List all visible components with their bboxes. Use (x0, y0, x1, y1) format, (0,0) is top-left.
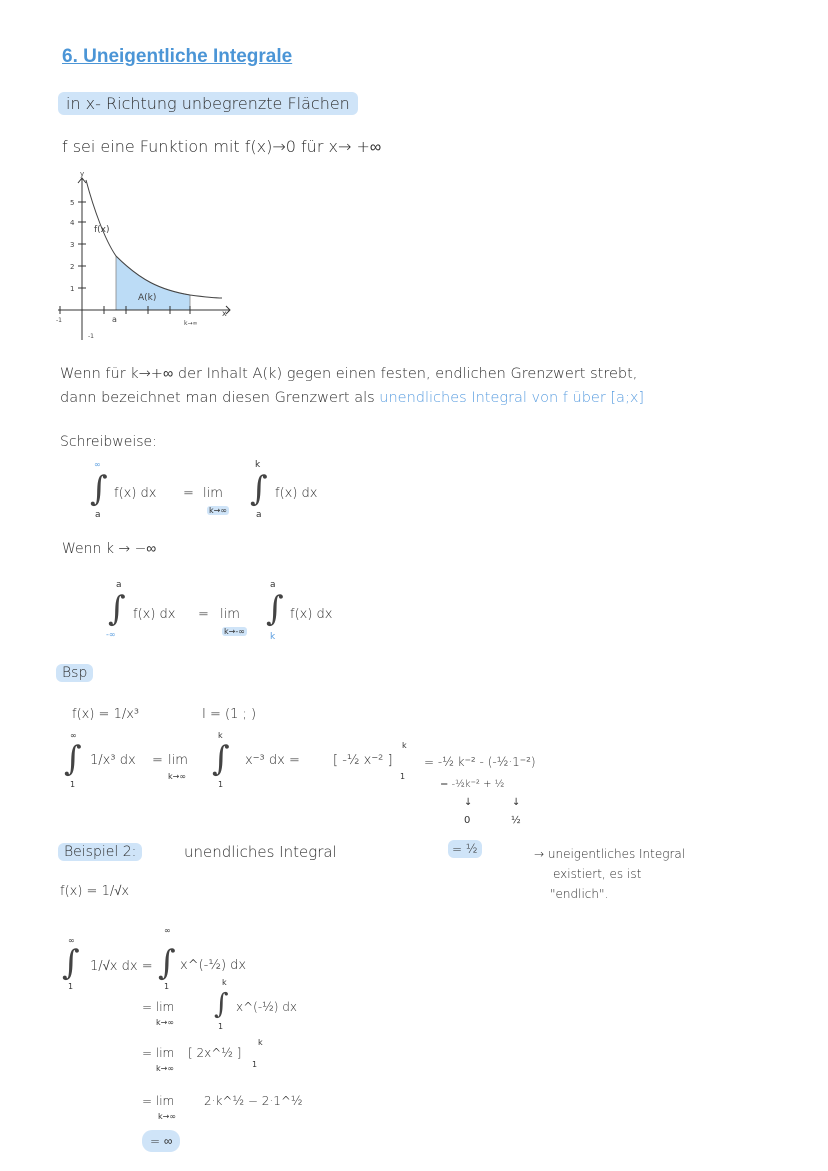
ex2-note-3: "endlich". (550, 887, 609, 901)
ex2-integrand: 1/√x dx = (90, 959, 153, 974)
neg1-x: -1 (56, 317, 62, 324)
ex2-int-lower: 1 (68, 982, 74, 991)
ex2-rhs-lower: 1 (164, 982, 170, 991)
notation-lower-k: k (270, 632, 276, 642)
ex1-result: = ½ (448, 840, 482, 858)
notation-lim-2: lim (220, 607, 240, 622)
ex2-rhs-upper: ∞ (164, 926, 171, 935)
notation-equals: = (183, 486, 194, 501)
ex1-lim: lim (168, 753, 188, 768)
x-axis-label: x (222, 309, 227, 318)
notation-lower-a: a (95, 510, 101, 520)
ex2-line4-lim: = lim (142, 1094, 175, 1108)
subtitle: in x- Richtung unbegrenzte Flächen (58, 92, 358, 115)
ex2-line3-lim: = lim (142, 1046, 175, 1060)
ex1-lim-sub: k→∞ (168, 772, 186, 781)
notation-integrand-right-2: f(x) dx (290, 607, 333, 622)
curve (86, 180, 222, 298)
integral-sign: ∫ (62, 943, 80, 983)
example1-func: f(x) = 1/x³ (72, 707, 140, 722)
ex1-power-expr: x⁻³ dx = (245, 753, 300, 768)
ex1-upper-k: k (218, 731, 223, 740)
a-label: a (112, 315, 117, 324)
ex2-rhs1: x^(-½) dx (180, 958, 247, 973)
ex2-line3-sub: k→∞ (156, 1064, 174, 1073)
integral-sign: ∫ (212, 739, 230, 779)
notation-equals-2: = (198, 607, 209, 622)
notation-lower-a2: a (256, 510, 262, 520)
y-tick-4: 4 (70, 219, 75, 227)
ex2-line3-expr: [ 2x^½ ] (188, 1046, 242, 1060)
notation-integrand-2: f(x) dx (133, 607, 176, 622)
ex2-final: = ∞ (142, 1130, 180, 1152)
curve-label: f(x) (94, 225, 110, 235)
ex1-arrow-down-1: ↓ (464, 797, 473, 808)
notation-upper-a3: a (270, 580, 276, 590)
ex1-step1: = -½ k⁻² - (-½·1⁻²) (424, 755, 536, 769)
example2-label: Beispiel 2: (58, 843, 142, 861)
ex1-zero: 0 (464, 815, 471, 826)
definition-line2-plain: dann bezeichnet man diesen Grenzwert als (60, 390, 375, 406)
ex2-line2-upper: k (222, 978, 227, 987)
integral-sign: ∫ (64, 739, 82, 779)
example1-label: Bsp (56, 664, 93, 682)
ex2-note-1: → uneigentliches Integral (534, 847, 686, 861)
integral-sign: ∫ (90, 469, 108, 509)
notation-lim-sub-neg: k→-∞ (224, 627, 245, 636)
notation-lower-neg-inf: -∞ (106, 630, 116, 639)
ex2-line2-lim: = lim (142, 1000, 175, 1014)
page-title: 6. Uneigentliche Integrale (62, 46, 293, 67)
ex2-line3-lower: 1 (252, 1060, 258, 1069)
neg1-y: -1 (88, 333, 94, 340)
notation-wenn: Wenn k → −∞ (62, 541, 157, 557)
notation-integrand-right: f(x) dx (275, 486, 318, 501)
area-label: A(k) (138, 293, 157, 303)
notation-upper-a: a (116, 580, 122, 590)
ex2-line4-sub: k→∞ (158, 1112, 176, 1121)
ex1-step2: = -½k⁻² + ½ (440, 779, 505, 790)
definition-line2-blue: unendliches Integral von f über [a;x] (379, 390, 645, 406)
example1-interval: I = (1 ; ) (202, 707, 257, 722)
notation-upper-k: k (255, 460, 261, 470)
ex1-int-upper: ∞ (70, 731, 77, 740)
ex2-int-upper: ∞ (68, 936, 75, 945)
ex2-line2-sub: k→∞ (156, 1018, 174, 1027)
y-tick-2: 2 (70, 263, 75, 271)
ex2-line4-expr: 2·k^½ − 2·1^½ (204, 1094, 303, 1108)
integral-sign: ∫ (266, 589, 284, 629)
y-axis-label: y (80, 170, 85, 178)
intro-text: f sei eine Funktion mit f(x)→0 für x→ +∞ (62, 137, 382, 156)
notation-label: Schreibweise: (60, 434, 157, 450)
y-tick-3: 3 (70, 241, 75, 249)
notation-lim: lim (203, 486, 223, 501)
ex2-line3-upper: k (258, 1038, 263, 1047)
ex1-int-lower: 1 (70, 780, 76, 789)
integral-sign: ∫ (158, 943, 176, 983)
ex2-line2-lower: 1 (218, 1022, 224, 1031)
y-tick-5: 5 (70, 199, 75, 207)
integral-sign: ∫ (214, 987, 229, 1020)
integral-sign: ∫ (250, 469, 268, 509)
notation-upper-inf: ∞ (94, 460, 101, 469)
definition-line2 (60, 390, 644, 406)
ex1-integrand: 1/x³ dx (90, 753, 136, 768)
ex1-lower-1: 1 (218, 780, 224, 789)
ex1-bracket-expr: [ -½ x⁻² ] (333, 753, 393, 768)
example2-func: f(x) = 1/√x (60, 884, 130, 899)
example2-heading: unendliches Integral (184, 843, 337, 861)
ex2-line2-expr: x^(-½) dx (236, 1000, 298, 1014)
integral-sign: ∫ (108, 589, 126, 629)
definition-line1: Wenn für k→+∞ der Inhalt A(k) gegen einen festen, endlichen Grenzwert strebt, (60, 366, 638, 382)
ex1-half: ½ (511, 815, 521, 826)
k-label: k→∞ (184, 320, 198, 327)
ex1-equals: = (152, 753, 163, 768)
notation-lim-sub: k→∞ (209, 506, 227, 515)
ex1-bracket-lower: 1 (400, 772, 406, 781)
area-graph (50, 170, 250, 345)
y-tick-1: 1 (70, 285, 75, 293)
ex1-bracket-upper: k (402, 741, 407, 750)
ex2-note-2: existiert, es ist (553, 867, 642, 881)
notation-integrand: f(x) dx (114, 486, 157, 501)
ex1-arrow-down-2: ↓ (512, 797, 521, 808)
